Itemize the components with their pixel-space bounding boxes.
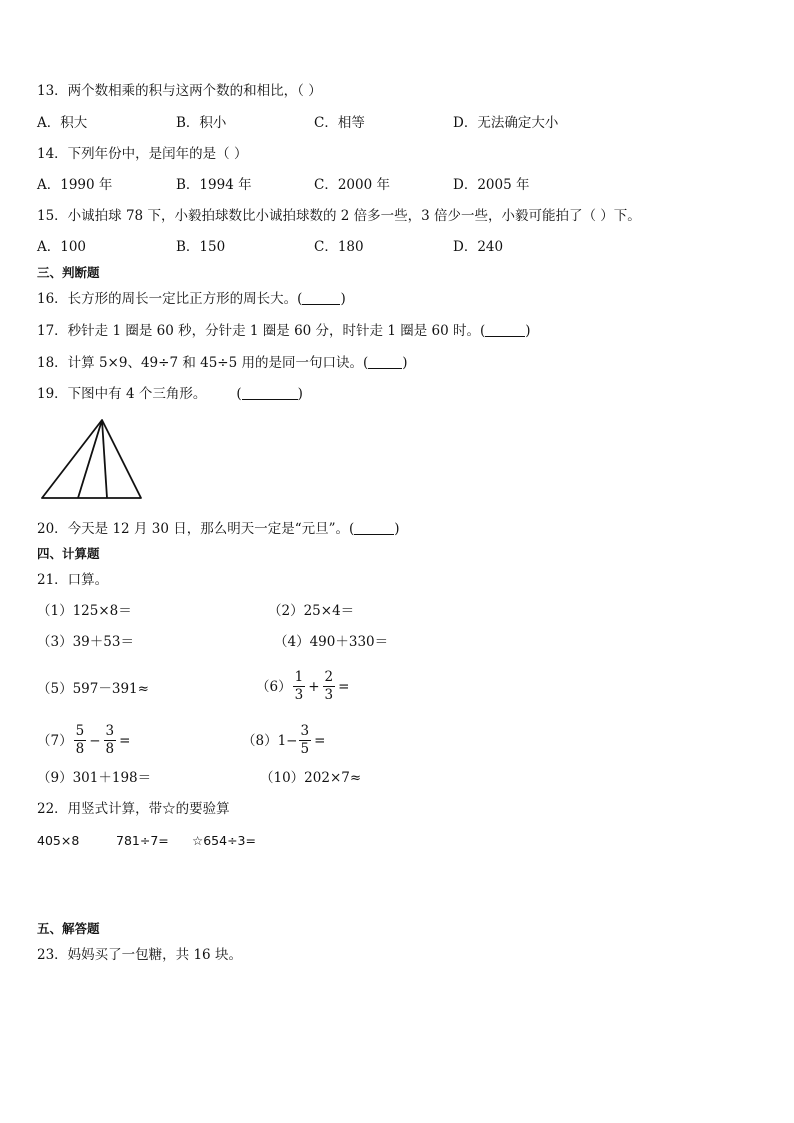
q18-text: 18．计算 5×9、49÷7 和 45÷5 用的是同一句口诀。( xyxy=(37,355,369,371)
fraction: $\frac{3}{5}$ xyxy=(300,723,310,757)
q22-problem-3: ☆654÷3= xyxy=(192,833,256,848)
section-title-calculation: 四、计算题 xyxy=(37,546,100,561)
q21-item-9: （9）301＋198＝ xyxy=(37,770,152,786)
section-title-word-problems: 五、解答题 xyxy=(37,921,100,936)
q16 xyxy=(37,290,346,308)
q19-answer-blank[interactable] xyxy=(242,386,298,400)
triangle-figure xyxy=(38,416,150,504)
q23-stem: 23．妈妈买了一包糖，共 16 块。 xyxy=(37,947,242,963)
q20-close: ) xyxy=(394,521,400,537)
inner-line-left xyxy=(78,420,102,498)
q21-item-3: （3）39＋53＝ xyxy=(37,634,134,650)
q14-stem: 14．下列年份中，是闰年的是（ ） xyxy=(37,146,248,162)
q15-stem: 15．小诚拍球 78 下，小毅拍球数比小诚拍球数的 2 倍多一些，3 倍少一些，小毅可能拍了（ ）下。 xyxy=(37,208,641,224)
fraction: $\frac{3}{8}$ xyxy=(105,723,115,757)
section-title-judgment: 三、判断题 xyxy=(37,265,100,280)
q13-option-a: A．积大 xyxy=(37,115,88,131)
q17-answer-blank[interactable] xyxy=(485,323,525,337)
q14-option-b: B．1994 年 xyxy=(176,177,252,193)
q13-option-b: B．积小 xyxy=(176,115,227,131)
q19-text: 19．下图中有 4 个三角形。 xyxy=(37,386,207,402)
q21-item-6-label: （6） xyxy=(256,678,292,695)
q16-close: ) xyxy=(340,291,346,307)
fraction: $\frac{5}{8}$ xyxy=(75,723,85,757)
q19-close: ) xyxy=(297,386,303,402)
q14-option-a: A．1990 年 xyxy=(37,177,113,193)
q22-stem: 22．用竖式计算，带☆的要验算 xyxy=(37,801,230,817)
q21-item-10: （10）202×7≈ xyxy=(260,770,362,786)
q19-open: ( xyxy=(236,386,242,402)
outer-triangle xyxy=(42,420,141,498)
q21-item-8-label: （8） xyxy=(242,732,278,749)
fraction: $\frac{1}{3}$ xyxy=(294,669,304,703)
q21-item-7-label: （7） xyxy=(37,732,73,749)
q18-close: ) xyxy=(402,355,408,371)
q21-item-1: （1）125×8＝ xyxy=(37,603,132,619)
q21-item-7: （7） $\frac{5}{8}$ − $\frac{3}{8}$ = xyxy=(37,723,131,757)
q21-item-5: （5）597－391≈ xyxy=(37,681,149,697)
q21-item-4: （4）490＋330＝ xyxy=(274,634,389,650)
q15-option-a: A．100 xyxy=(37,239,87,255)
q21-item-6: （6） $\frac{1}{3}$ + $\frac{2}{3}$ = xyxy=(256,669,350,703)
q17 xyxy=(37,322,531,340)
q15-option-c: C．180 xyxy=(314,239,364,255)
q20-answer-blank[interactable] xyxy=(354,521,394,535)
q20 xyxy=(37,520,400,538)
q15-option-b: B．150 xyxy=(176,239,226,255)
q21-item-2: （2）25×4＝ xyxy=(268,603,355,619)
q22-problem-2: 781÷7= xyxy=(116,833,169,848)
q20-text: 20．今天是 12 月 30 日，那么明天一定是“元旦”。( xyxy=(37,521,355,537)
q17-text: 17．秒针走 1 圈是 60 秒，分针走 1 圈是 60 分，时针走 1 圈是 60 时。( xyxy=(37,323,486,339)
q21-stem: 21．口算。 xyxy=(37,572,109,588)
q22-problem-1: 405×8 xyxy=(37,833,80,848)
q18-answer-blank[interactable] xyxy=(368,355,402,369)
q16-answer-blank[interactable] xyxy=(302,291,340,305)
q13-option-c: C．相等 xyxy=(314,115,365,131)
q15-option-d: D．240 xyxy=(453,239,504,255)
q14-option-d: D．2005 年 xyxy=(453,177,530,193)
q18 xyxy=(37,354,408,372)
q13-option-d: D．无法确定大小 xyxy=(453,115,559,131)
q14-option-c: C．2000 年 xyxy=(314,177,390,193)
q16-text: 16．长方形的周长一定比正方形的周长大。( xyxy=(37,291,303,307)
q21-item-8: （8） 1− $\frac{3}{5}$ = xyxy=(242,723,326,757)
q19 xyxy=(37,385,303,403)
fraction: $\frac{2}{3}$ xyxy=(324,669,334,703)
q13-stem: 13．两个数相乘的积与这两个数的和相比，（ ） xyxy=(37,83,322,99)
inner-line-right xyxy=(102,420,107,498)
q17-close: ) xyxy=(525,323,531,339)
